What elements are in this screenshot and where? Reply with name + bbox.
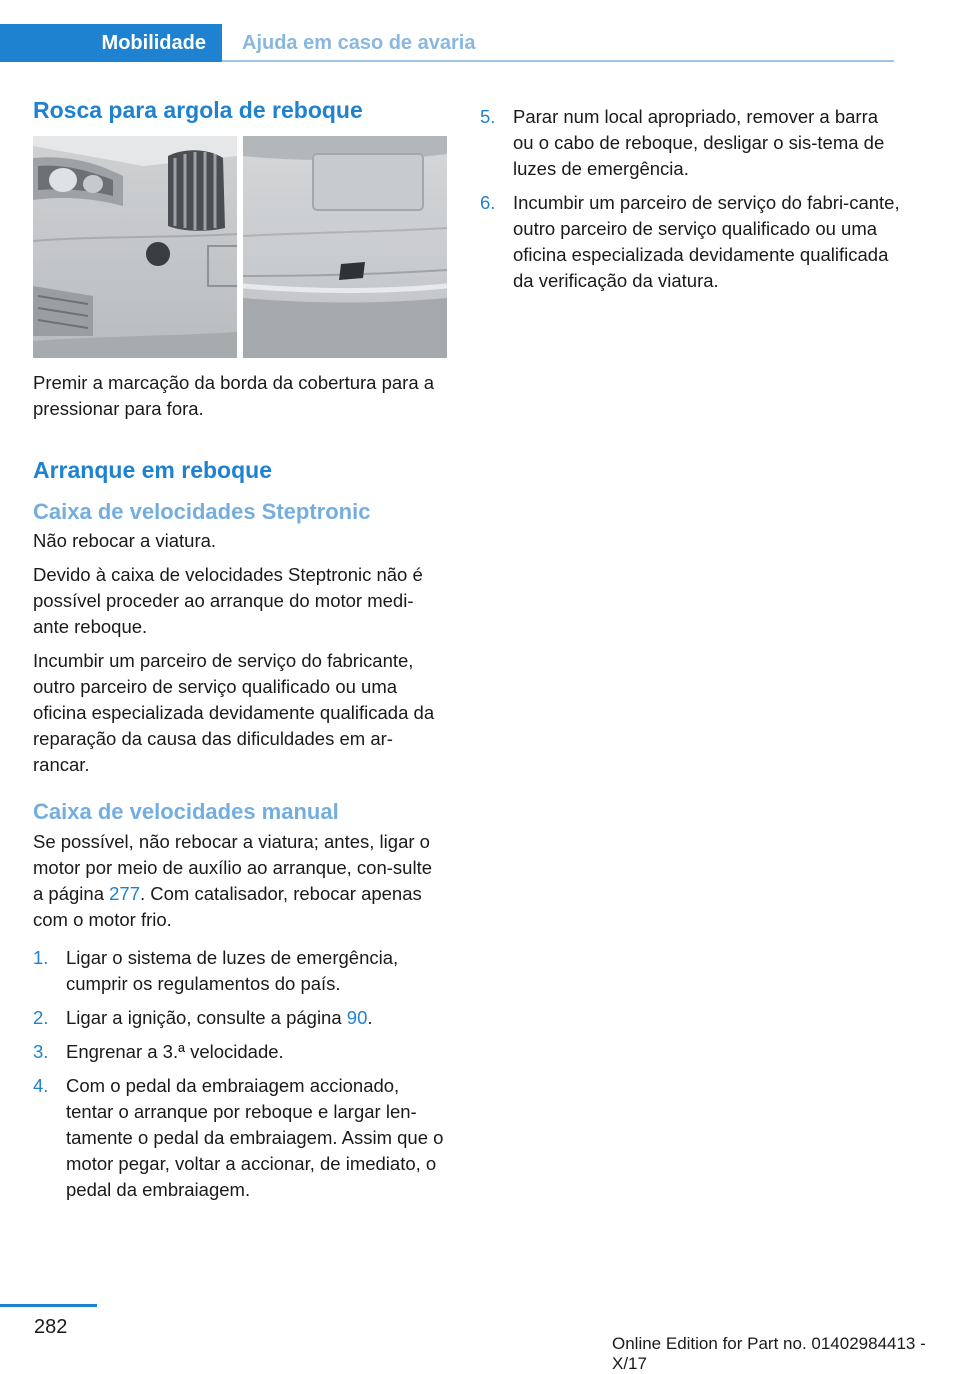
header-tab-mobilidade-label: Mobilidade xyxy=(101,31,206,54)
step-number: 2. xyxy=(33,1006,49,1028)
manual-paragraph xyxy=(33,829,447,933)
step-number: 4. xyxy=(33,1074,49,1096)
step-text: Incumbir um parceiro de serviço do fabri‐cante, outro parceiro de serviço qualificado ou uma oficina especializada devidamente qualificada da verificação da viatura. xyxy=(513,192,900,291)
list-item xyxy=(480,190,900,294)
step-text-b: . xyxy=(367,1006,373,1028)
section-title-tow-start: Arranque em reboque xyxy=(33,456,272,483)
step-number: 3. xyxy=(33,1040,49,1062)
right-column xyxy=(480,96,900,294)
list-item xyxy=(33,1073,447,1203)
list-item xyxy=(33,1005,447,1031)
page-link-90[interactable]: 90 xyxy=(346,1006,368,1028)
footer-rule xyxy=(0,1304,97,1307)
step-text: Parar num local apropriado, remover a barra ou o cabo de reboque, desligar o sis‐tema de luzes de emergência. xyxy=(513,106,885,179)
list-item xyxy=(480,104,900,182)
subsection-title-manual: Caixa de velocidades manual xyxy=(33,799,339,825)
page-link-277[interactable]: 277 xyxy=(109,882,140,904)
steptronic-paragraph-1: Não rebocar a viatura. xyxy=(33,530,217,552)
list-item xyxy=(33,945,447,997)
section-title-tow-eye: Rosca para argola de reboque xyxy=(33,97,363,123)
subsection-title-steptronic: Caixa de velocidades Steptronic xyxy=(33,498,371,524)
steptronic-paragraph-3: Incumbir um parceiro de serviço do fabricante, outro parceiro de serviço qualificado ou uma oficina especializada devidamente qualificada da reparação da causa das dificuldades em ar‐rancar. xyxy=(33,650,435,776)
page-header xyxy=(0,0,960,62)
step-number: 6. xyxy=(480,192,496,213)
header-tab-breakdown-help xyxy=(222,24,475,62)
page-number: 282 xyxy=(34,1316,68,1338)
step-text xyxy=(66,1005,447,1031)
step-text: Com o pedal da embraiagem accionado, tentar o arranque por reboque e largar len‐tamente o pedal da embraiagem. Assim que o motor pegar, voltar a accionar, de imediato, o pedal da embraiagem. xyxy=(66,1074,444,1200)
manual-paragraph-text-a: Se possível, não rebocar a viatura; antes, ligar o motor por meio de auxílio ao arranque, con‐sulte a página xyxy=(33,830,432,904)
edition-note: Online Edition for Part no. 01402984413 - X/17 xyxy=(612,1334,926,1373)
header-tab-mobilidade xyxy=(0,24,222,62)
manual-paragraph-text-b: . Com catalisador, rebocar apenas com o motor frio. xyxy=(33,882,422,930)
step-number: 1. xyxy=(33,946,49,968)
step-text: Ligar o sistema de luzes de emergência, cumprir os regulamentos do país. xyxy=(66,946,399,994)
step-text-a: Ligar a ignição, consulte a página xyxy=(66,1006,347,1028)
front-bumper-illustration xyxy=(33,136,237,358)
list-item xyxy=(33,1039,447,1065)
left-column xyxy=(33,96,447,1203)
procedure-steps-left xyxy=(33,945,447,1203)
procedure-steps-right xyxy=(480,104,900,294)
tow-eye-cover-illustration xyxy=(33,136,447,358)
header-tab-breakdown-help-label: Ajuda em caso de avaria xyxy=(242,31,476,54)
header-rule xyxy=(222,60,894,62)
step-number: 5. xyxy=(480,106,496,127)
step-text: Engrenar a 3.ª velocidade. xyxy=(66,1040,284,1062)
rear-bumper-illustration xyxy=(243,136,447,358)
tow-eye-caption: Premir a marcação da borda da cobertura para a pressionar para fora. xyxy=(33,371,435,419)
steptronic-paragraph-2: Devido à caixa de velocidades Steptronic não é possível proceder ao arranque do motor medi‐ante reboque. xyxy=(33,564,423,638)
